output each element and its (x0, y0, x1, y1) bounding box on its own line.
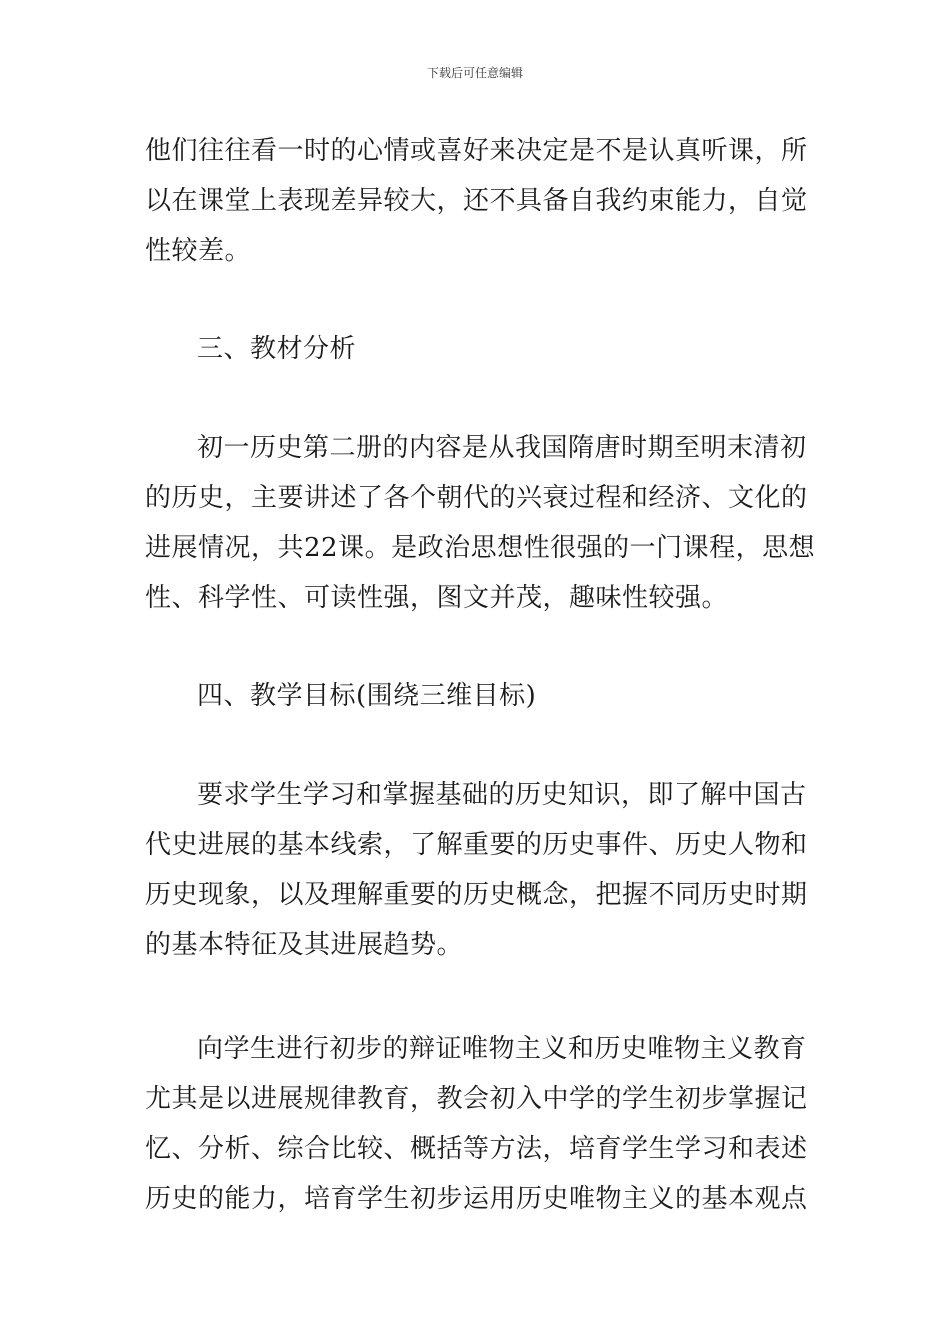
section-heading-textbook-analysis (145, 324, 807, 374)
text-line: 他们往往看一时的心情或喜好来决定是不是认真听课，所 (145, 136, 808, 166)
heading-text: 四、教学目标(围绕三维目标) (197, 681, 537, 711)
text-line: 进展情况，共22课。是政治思想性很强的一门课程，思想 (145, 533, 816, 563)
text-line: 的历史，主要讲述了各个朝代的兴衰过程和经济、文化的 (145, 483, 808, 513)
paragraph-knowledge-goals (145, 770, 807, 970)
text-line: 代史进展的基本线索，了解重要的历史事件、历史人物和 (145, 830, 808, 860)
text-line: 历史现象，以及理解重要的历史概念，把握不同历史时期 (145, 880, 808, 910)
text-line: 忆、分析、综合比较、概括等方法，培育学生学习和表述 (145, 1134, 808, 1164)
text-line: 性、科学性、可读性强，图文并茂，趣味性较强。 (145, 583, 729, 613)
paragraph-textbook-analysis (145, 423, 816, 623)
paragraph-continuation (145, 126, 807, 276)
text-line: 向学生进行初步的辩证唯物主义和历史唯物主义教育 (197, 1034, 807, 1064)
text-line: 初一历史第二册的内容是从我国隋唐时期至明末清初 (197, 433, 807, 463)
text-line: 以在课堂上表现差异较大，还不具备自我约束能力，自觉 (145, 186, 808, 216)
text-line: 的基本特征及其进展趋势。 (145, 930, 464, 960)
page-header-note: 下载后可任意编辑 (426, 66, 523, 80)
section-heading-teaching-goals (145, 671, 807, 721)
heading-text: 三、教材分析 (197, 334, 357, 364)
text-line: 性较差。 (145, 236, 252, 266)
text-line: 历史的能力，培育学生初步运用历史唯物主义的基本观点 (145, 1184, 808, 1214)
paragraph-ability-goals (145, 1024, 807, 1224)
text-line: 尤其是以进展规律教育，教会初入中学的学生初步掌握记 (145, 1084, 808, 1114)
text-line: 要求学生学习和掌握基础的历史知识，即了解中国古 (197, 780, 807, 810)
